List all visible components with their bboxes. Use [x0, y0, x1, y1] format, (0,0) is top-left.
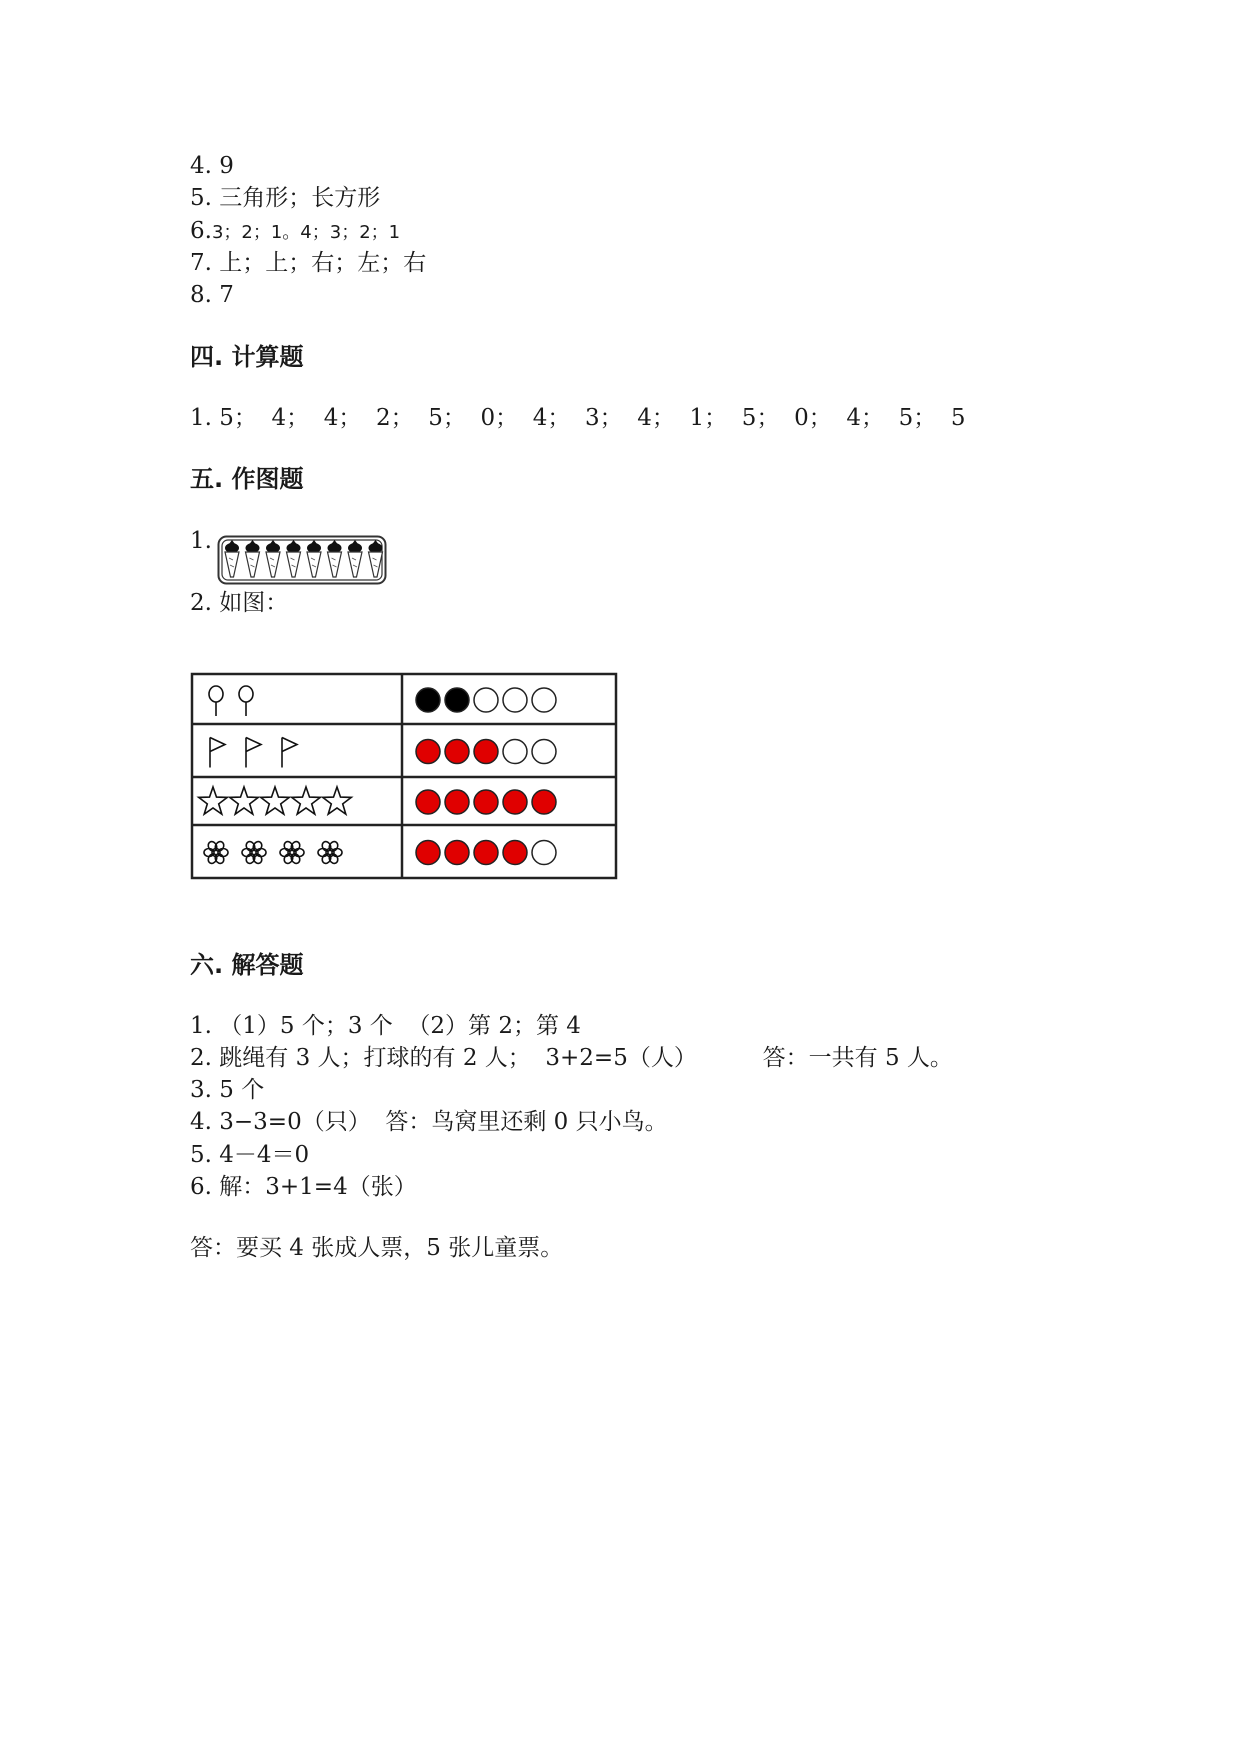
empty-circle: [532, 841, 556, 865]
balloon-icon: [209, 686, 223, 716]
carrot-icon: [246, 540, 260, 577]
empty-circle: [503, 688, 527, 712]
carrot-group: [225, 540, 383, 577]
answer-5-2: 2. 如图：: [190, 590, 289, 616]
picture-table-svg: [190, 672, 620, 882]
picture-table-icons: [199, 686, 352, 865]
answer-6-4: 4. 3−3=0（只） 答：鸟窝里还剩 0 只小鸟。: [190, 1109, 668, 1135]
filled-circle: [474, 740, 498, 764]
carrot-icon: [328, 540, 342, 577]
filled-circle: [416, 740, 440, 764]
empty-circle: [474, 688, 498, 712]
carrot-icon: [287, 540, 301, 577]
filled-circle: [474, 790, 498, 814]
answer-6-5: 5. 4－4＝0: [190, 1142, 310, 1168]
answer-3-6-text: 3；2；1。4；3；2；1: [211, 222, 401, 243]
filled-circle: [503, 841, 527, 865]
answer-3-6: [190, 217, 400, 247]
flag-icon: [210, 738, 225, 768]
flower-icon: [280, 840, 304, 865]
flag-icon: [282, 738, 297, 768]
filled-circle: [503, 790, 527, 814]
carrot-icon: [348, 540, 362, 577]
carrot-icon: [307, 540, 321, 577]
flower-icon: [242, 840, 266, 865]
answer-3-8: 8. 7: [190, 282, 234, 308]
answer-5-1-number: 1.: [190, 528, 212, 554]
star-icon: [292, 787, 321, 814]
filled-circle: [445, 688, 469, 712]
answer-3-5: 5. 三角形；长方形: [190, 185, 381, 211]
carrot-icon: [266, 540, 280, 577]
carrot-box-figure: [217, 535, 387, 589]
answer-3-4: 4. 9: [190, 153, 234, 179]
section-6-heading: 六. 解答题: [190, 951, 304, 979]
carrot-box-svg: [217, 535, 387, 585]
filled-circle: [445, 841, 469, 865]
flower-icon: [204, 840, 228, 865]
picture-table-figure: [190, 672, 620, 886]
answer-6-2: 2. 跳绳有 3 人；打球的有 2 人； 3+2=5（人） 答：一共有 5 人。: [190, 1045, 953, 1071]
star-icon: [199, 787, 228, 814]
filled-circle: [445, 790, 469, 814]
star-icon: [230, 787, 259, 814]
filled-circle: [474, 841, 498, 865]
balloon-icon: [239, 686, 253, 716]
filled-circle: [532, 790, 556, 814]
flag-icon: [246, 738, 261, 768]
star-icon: [261, 787, 290, 814]
section-4-heading: 四. 计算题: [190, 343, 304, 371]
filled-circle: [416, 790, 440, 814]
empty-circle: [532, 740, 556, 764]
filled-circle: [445, 740, 469, 764]
flower-icon: [318, 840, 342, 865]
answer-4-1: 1. 5； 4； 4； 2； 5； 0； 4； 3； 4； 1； 5； 0； 4； 5； 5: [190, 405, 966, 431]
carrot-icon: [369, 540, 383, 577]
answer-6-final: 答：要买 4 张成人票，5 张儿童票。: [190, 1235, 564, 1261]
answer-6-6: 6. 解：3+1=4（张）: [190, 1174, 417, 1200]
section-5-heading: 五. 作图题: [190, 465, 304, 493]
carrot-icon: [225, 540, 239, 577]
filled-circle: [416, 841, 440, 865]
answer-3-6-number: 6.: [190, 218, 212, 244]
empty-circle: [503, 740, 527, 764]
filled-circle: [416, 688, 440, 712]
star-icon: [323, 787, 352, 814]
answer-3-7: 7. 上；上；右；左；右: [190, 250, 427, 276]
answer-6-3: 3. 5 个: [190, 1077, 265, 1103]
answer-6-1: 1. （1）5 个；3 个 （2）第 2；第 4: [190, 1013, 581, 1039]
empty-circle: [532, 688, 556, 712]
